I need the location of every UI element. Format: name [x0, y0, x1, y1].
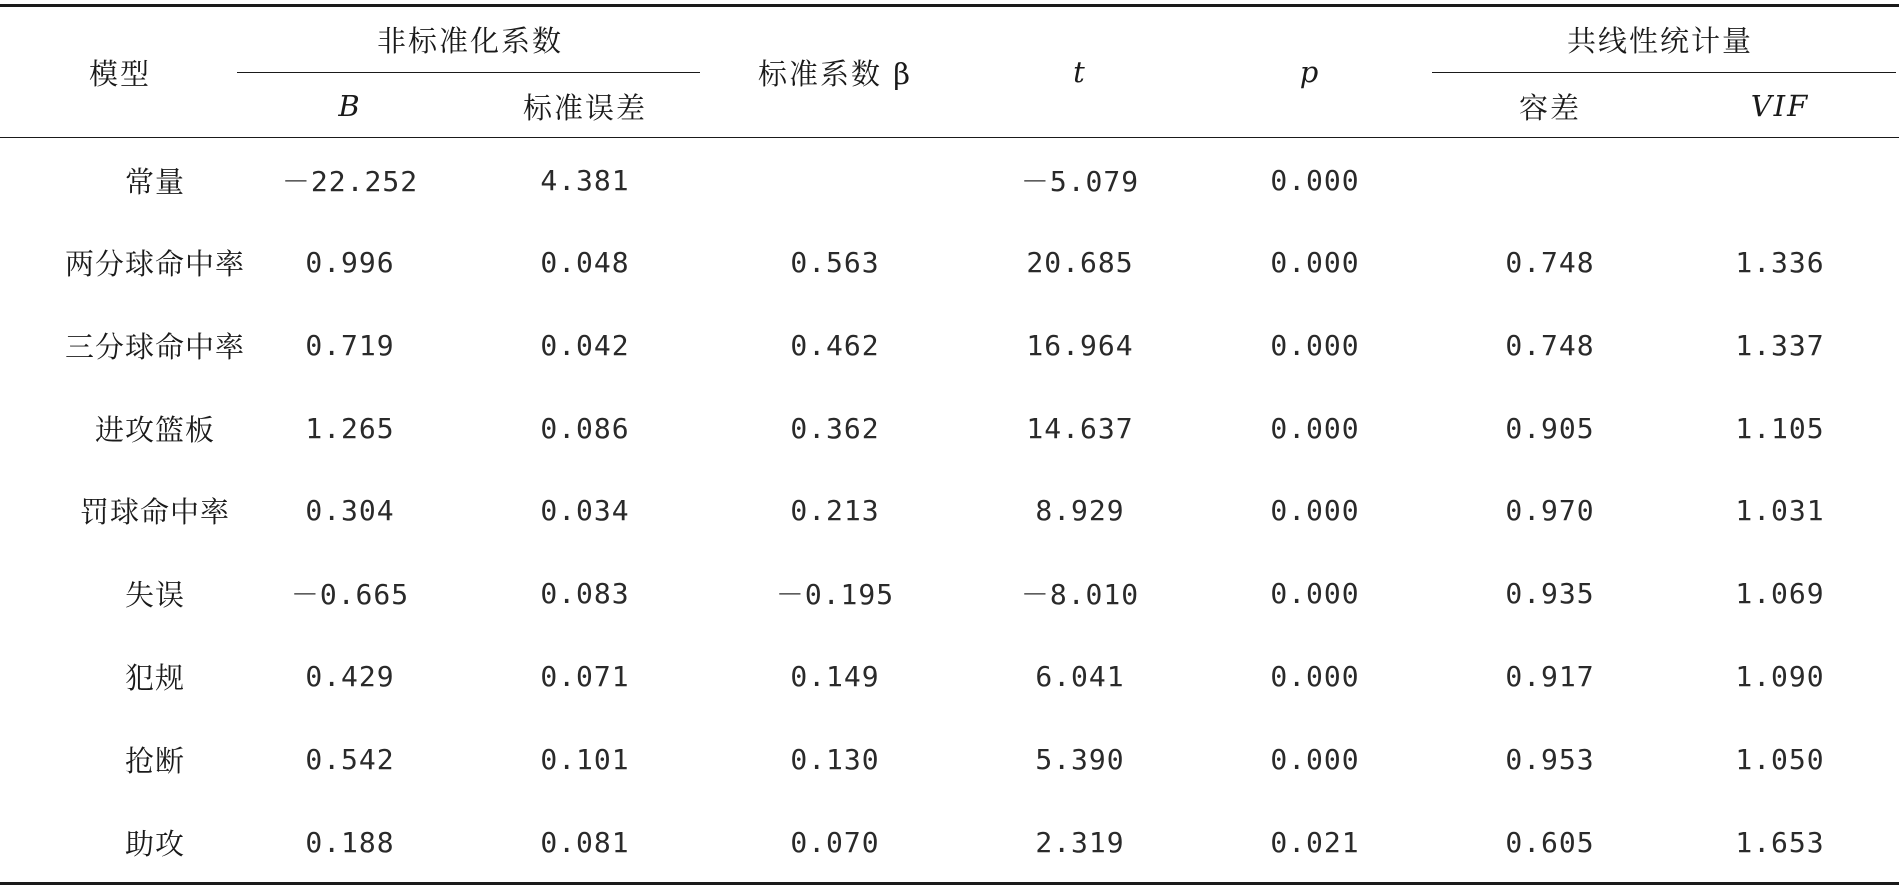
cell-se: 0.081 — [540, 825, 630, 859]
row-label: 两分球命中率 — [64, 246, 245, 281]
cell-b: 0.996 — [305, 245, 395, 279]
header-model: 模型 — [88, 56, 151, 91]
cell-vif: 1.337 — [1735, 328, 1825, 362]
cell-se: 0.086 — [540, 411, 630, 445]
cell-vif — [1670, 158, 1890, 202]
cell-vif: 1.653 — [1735, 825, 1825, 859]
unstd-group-rule — [237, 72, 700, 73]
cell-beta: 0.130 — [790, 742, 880, 776]
header-std-err: 标准误差 — [522, 90, 647, 125]
cell-beta: 0.149 — [790, 659, 880, 693]
cell-tolerance: 0.970 — [1505, 493, 1595, 527]
cell-t: 6.041 — [1035, 659, 1125, 693]
cell-tolerance: 0.605 — [1505, 825, 1595, 859]
cell-t: －5.079 — [1020, 165, 1140, 198]
cell-beta: －0.195 — [775, 578, 895, 611]
header-collin-group: 共线性统计量 — [1566, 23, 1753, 58]
row-label: 助攻 — [124, 826, 185, 861]
row-label: 三分球命中率 — [64, 329, 245, 364]
row-label: 失误 — [124, 577, 185, 612]
header-beta: 标准系数 β — [758, 56, 912, 91]
cell-t: －8.010 — [1020, 578, 1140, 611]
cell-vif: 1.105 — [1735, 411, 1825, 445]
cell-p: 0.000 — [1270, 742, 1360, 776]
cell-p: 0.000 — [1270, 576, 1360, 610]
row-label: 罚球命中率 — [79, 494, 230, 529]
cell-p: 0.021 — [1270, 825, 1360, 859]
cell-t: 20.685 — [1026, 245, 1134, 279]
cell-p: 0.000 — [1270, 245, 1360, 279]
cell-se: 4.381 — [540, 163, 630, 197]
cell-beta: 0.563 — [790, 245, 880, 279]
cell-b: 0.304 — [305, 493, 395, 527]
header-vif: VIF — [1750, 89, 1810, 123]
cell-vif: 1.336 — [1735, 245, 1825, 279]
cell-tolerance: 0.935 — [1505, 576, 1595, 610]
header-b: B — [338, 89, 362, 123]
header-t: t — [1073, 55, 1087, 89]
cell-b: 0.542 — [305, 742, 395, 776]
top-rule — [0, 4, 1899, 7]
cell-tolerance: 0.905 — [1505, 411, 1595, 445]
cell-beta: 0.070 — [790, 825, 880, 859]
cell-se: 0.101 — [540, 742, 630, 776]
row-label: 犯规 — [124, 660, 185, 695]
collin-group-rule — [1432, 72, 1896, 73]
cell-se: 0.071 — [540, 659, 630, 693]
cell-t: 16.964 — [1026, 328, 1134, 362]
cell-tolerance: 0.917 — [1505, 659, 1595, 693]
cell-b: 1.265 — [305, 411, 395, 445]
cell-se: 0.083 — [540, 576, 630, 610]
cell-b: 0.719 — [305, 328, 395, 362]
cell-vif: 1.050 — [1735, 742, 1825, 776]
cell-b: －22.252 — [281, 165, 419, 198]
cell-b: －0.665 — [290, 578, 410, 611]
header-tolerance: 容差 — [1518, 90, 1581, 125]
cell-beta — [725, 158, 945, 202]
cell-t: 8.929 — [1035, 493, 1125, 527]
row-label: 抢断 — [124, 743, 185, 778]
header-rule — [0, 137, 1899, 138]
cell-p: 0.000 — [1270, 328, 1360, 362]
cell-p: 0.000 — [1270, 659, 1360, 693]
cell-p: 0.000 — [1270, 411, 1360, 445]
cell-se: 0.042 — [540, 328, 630, 362]
row-label: 进攻篮板 — [94, 412, 215, 447]
header-p: p — [1299, 55, 1321, 89]
cell-t: 5.390 — [1035, 742, 1125, 776]
cell-vif: 1.069 — [1735, 576, 1825, 610]
bottom-rule — [0, 882, 1899, 885]
cell-se: 0.048 — [540, 245, 630, 279]
header-unstd-group: 非标准化系数 — [376, 23, 563, 58]
cell-p: 0.000 — [1270, 163, 1360, 197]
cell-b: 0.429 — [305, 659, 395, 693]
cell-t: 2.319 — [1035, 825, 1125, 859]
cell-tolerance: 0.748 — [1505, 245, 1595, 279]
cell-vif: 1.090 — [1735, 659, 1825, 693]
cell-p: 0.000 — [1270, 493, 1360, 527]
cell-tolerance: 0.953 — [1505, 742, 1595, 776]
cell-t: 14.637 — [1026, 411, 1134, 445]
cell-beta: 0.462 — [790, 328, 880, 362]
cell-b: 0.188 — [305, 825, 395, 859]
cell-se: 0.034 — [540, 493, 630, 527]
cell-tolerance — [1440, 158, 1660, 202]
cell-beta: 0.362 — [790, 411, 880, 445]
cell-tolerance: 0.748 — [1505, 328, 1595, 362]
row-label: 常量 — [124, 164, 185, 199]
cell-beta: 0.213 — [790, 493, 880, 527]
cell-vif: 1.031 — [1735, 493, 1825, 527]
